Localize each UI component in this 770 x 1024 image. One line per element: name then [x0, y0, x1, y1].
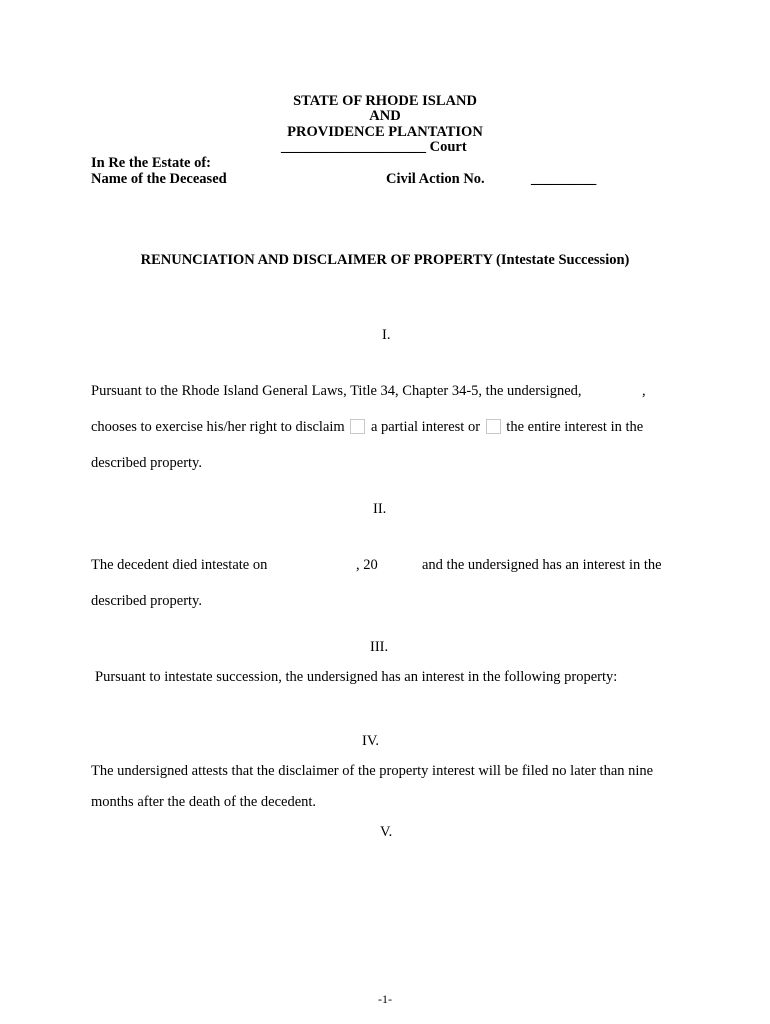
section-iii-numeral: III.	[370, 639, 389, 655]
section-iii-line1: Pursuant to intestate succession, the undersigned has an interest in the following property:	[95, 669, 618, 685]
state-heading: STATE OF RHODE ISLAND	[293, 93, 477, 109]
section-i-line1: Pursuant to the Rhode Island General Laws, Title 34, Chapter 34-5, the undersigned,	[91, 383, 582, 399]
partial-interest-checkbox[interactable]	[350, 419, 365, 434]
entire-interest-checkbox[interactable]	[486, 419, 501, 434]
document-title: RENUNCIATION AND DISCLAIMER OF PROPERTY (Intestate Succession)	[140, 252, 630, 268]
civil-action-label: Civil Action No.	[386, 171, 485, 187]
section-ii-line2: described property.	[91, 593, 202, 609]
section-ii-line1c: and the undersigned has an interest in the	[422, 557, 662, 573]
partial-interest-label: a partial interest or	[370, 419, 481, 435]
section-i-line2	[91, 419, 643, 436]
section-ii-numeral: II.	[373, 501, 387, 517]
disclaim-text: chooses to exercise his/her right to disclaim	[91, 419, 345, 435]
page-number: -1-	[378, 992, 392, 1006]
section-ii-year: , 20	[356, 557, 378, 573]
section-iv-line1: The undersigned attests that the disclaimer of the property interest will be filed no later than nine	[91, 763, 654, 779]
section-iv-numeral: IV.	[362, 733, 380, 749]
section-v-numeral: V.	[380, 824, 393, 840]
and-heading: AND	[369, 108, 401, 124]
section-i-numeral: I.	[382, 327, 391, 343]
section-ii-line1a: The decedent died intestate on	[91, 557, 268, 573]
deceased-name-label: Name of the Deceased	[91, 171, 227, 187]
in-re-label: In Re the Estate of:	[91, 155, 212, 171]
section-i-line3: described property.	[91, 455, 202, 471]
section-i-comma: ,	[642, 383, 646, 399]
plantation-heading: PROVIDENCE PLANTATION	[287, 124, 483, 140]
civil-action-blank: _________	[531, 171, 597, 187]
court-line: ____________________ Court	[281, 139, 467, 155]
entire-interest-label: the entire interest in the	[506, 419, 644, 435]
section-iv-line2: months after the death of the decedent.	[91, 794, 317, 810]
